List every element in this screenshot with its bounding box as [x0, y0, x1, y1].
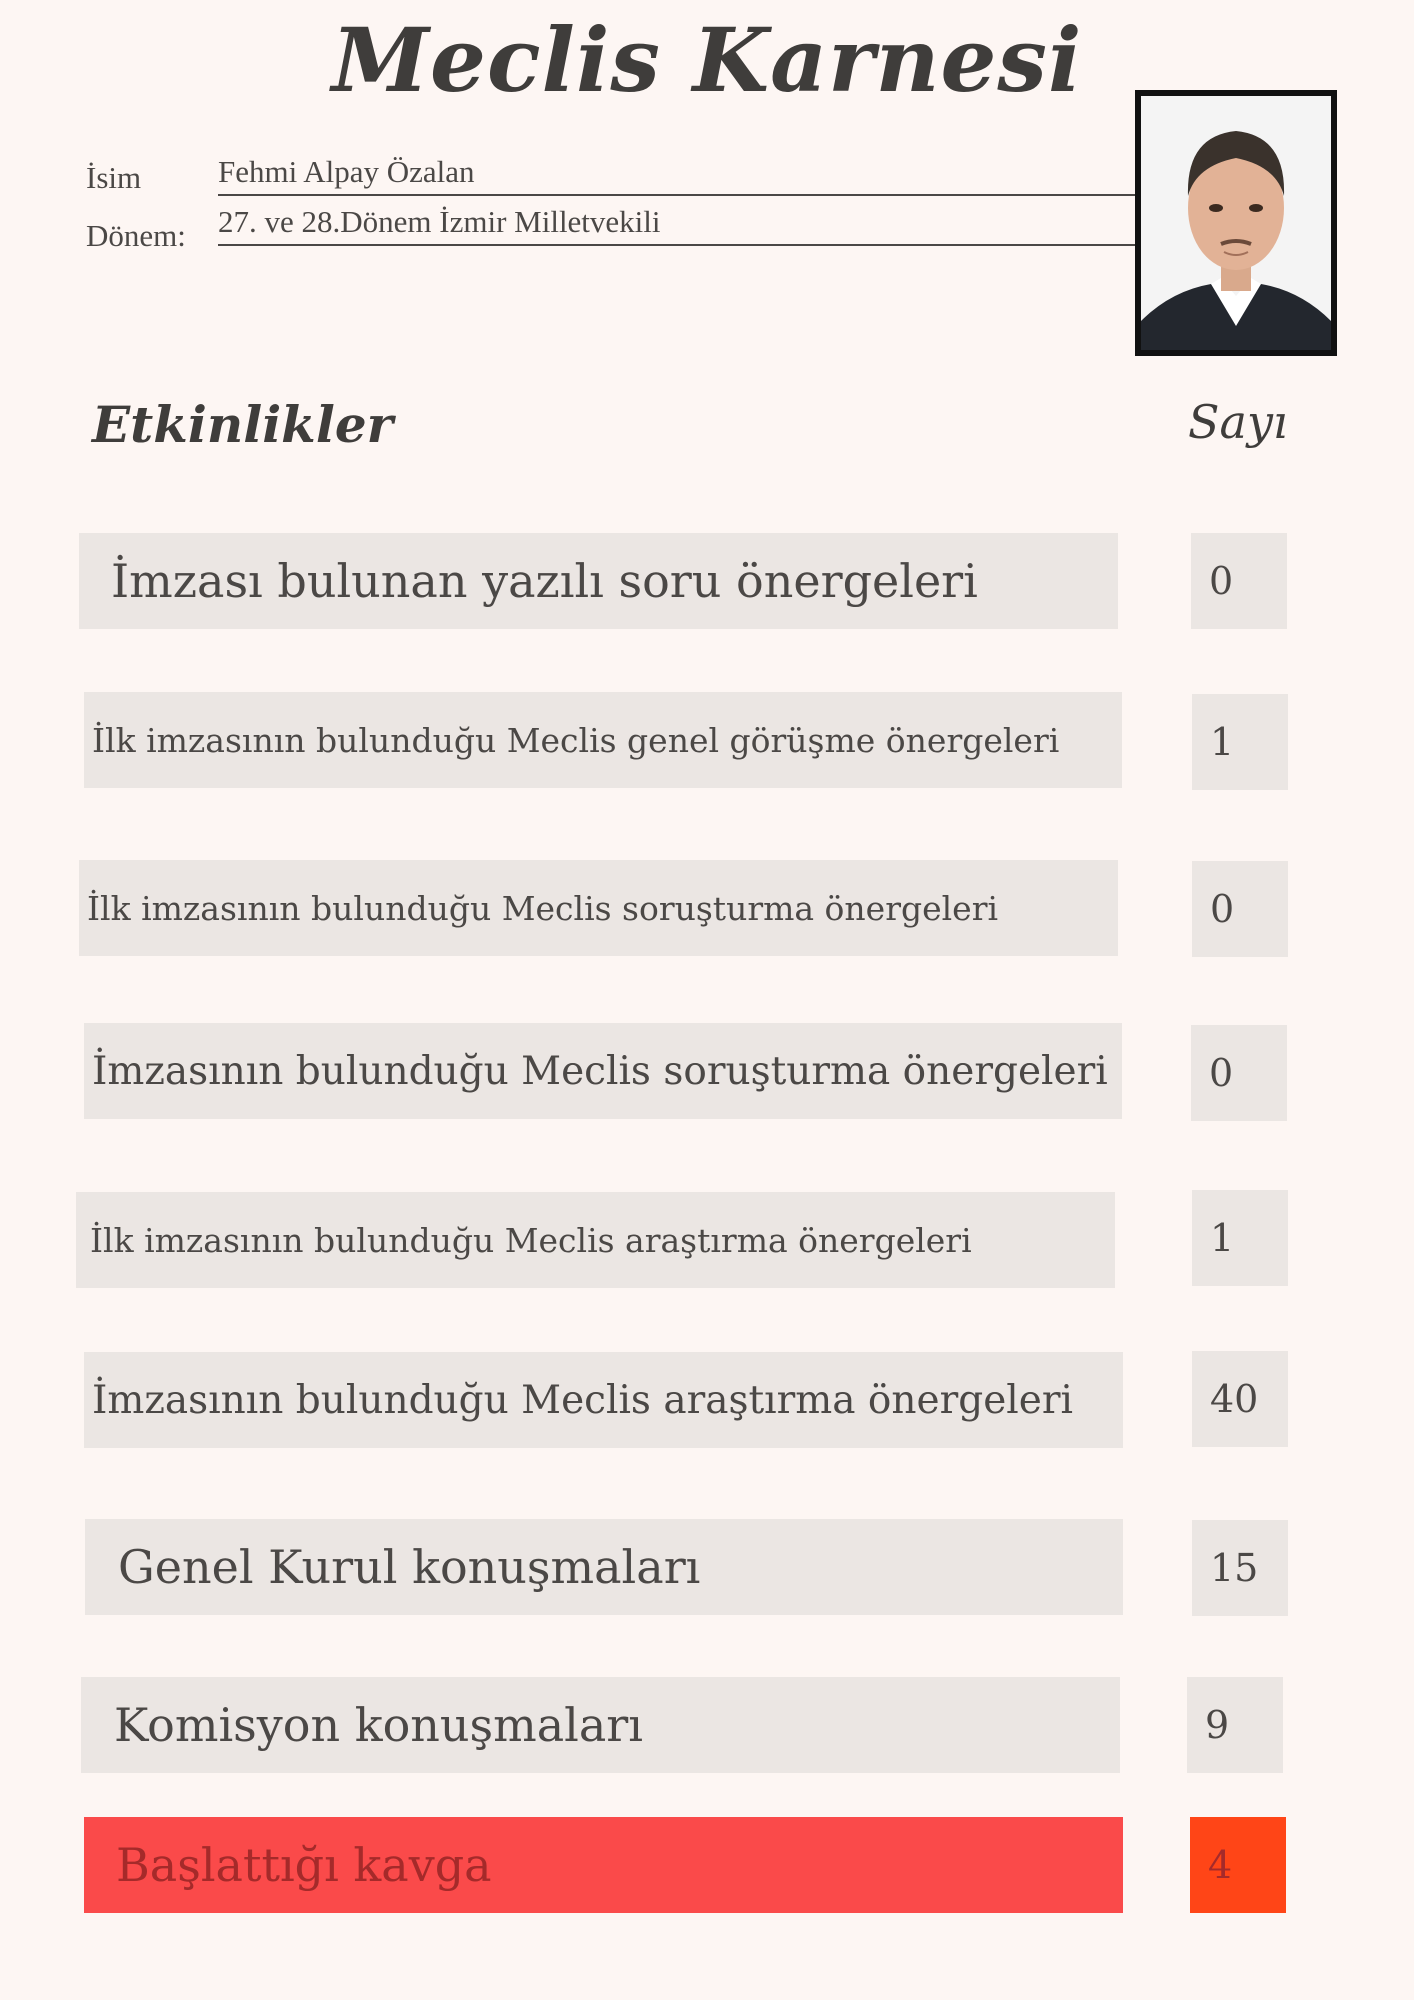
activity-label: Komisyon konuşmaları	[114, 1698, 643, 1752]
activity-label: İlk imzasının bulunduğu Meclis araştırma önergeleri	[90, 1220, 972, 1260]
activity-count: 4	[1190, 1817, 1286, 1913]
term-label: Dönem:	[86, 218, 186, 253]
count-header: Sayı	[1188, 395, 1288, 449]
activity-row-committee-speeches	[81, 1677, 1120, 1773]
activity-row-started-fights	[84, 1817, 1123, 1913]
name-value: Fehmi Alpay Özalan	[218, 150, 1136, 196]
activity-count: 9	[1187, 1677, 1283, 1773]
activity-row-research-first-signature	[76, 1192, 1115, 1288]
activity-count: 1	[1192, 694, 1288, 790]
activity-row-written-questions	[79, 533, 1118, 629]
activity-count: 1	[1192, 1190, 1288, 1286]
activity-row-research-signature	[84, 1352, 1123, 1448]
activity-row-investigation-first-signature	[79, 860, 1118, 956]
activities-header: Etkinlikler	[92, 395, 393, 454]
name-label: İsim	[86, 160, 142, 195]
activity-count: 0	[1191, 1025, 1287, 1121]
activity-count: 0	[1191, 533, 1287, 629]
term-value: 27. ve 28.Dönem İzmir Milletvekili	[218, 200, 1136, 246]
portrait-photo	[1135, 90, 1337, 356]
activity-row-general-debate-first-signature	[84, 692, 1122, 788]
activity-label: İlk imzasının bulunduğu Meclis soruşturma önergeleri	[87, 888, 999, 928]
activity-label: Genel Kurul konuşmaları	[118, 1540, 701, 1594]
activity-label: İmzasının bulunduğu Meclis soruşturma önergeleri	[92, 1048, 1108, 1094]
page-title: Meclis Karnesi	[331, 8, 1083, 112]
activity-count: 40	[1192, 1351, 1288, 1447]
activity-label: İlk imzasının bulunduğu Meclis genel görüşme önergeleri	[92, 720, 1060, 760]
activity-label: Başlattığı kavga	[116, 1838, 492, 1892]
activity-count: 0	[1192, 861, 1288, 957]
activity-label: İmzasının bulunduğu Meclis araştırma önergeleri	[92, 1377, 1073, 1423]
activity-row-plenary-speeches	[85, 1519, 1123, 1615]
activity-count: 15	[1192, 1520, 1288, 1616]
activity-label: İmzası bulunan yazılı soru önergeleri	[111, 554, 978, 608]
activity-row-investigation-signature	[84, 1023, 1122, 1119]
